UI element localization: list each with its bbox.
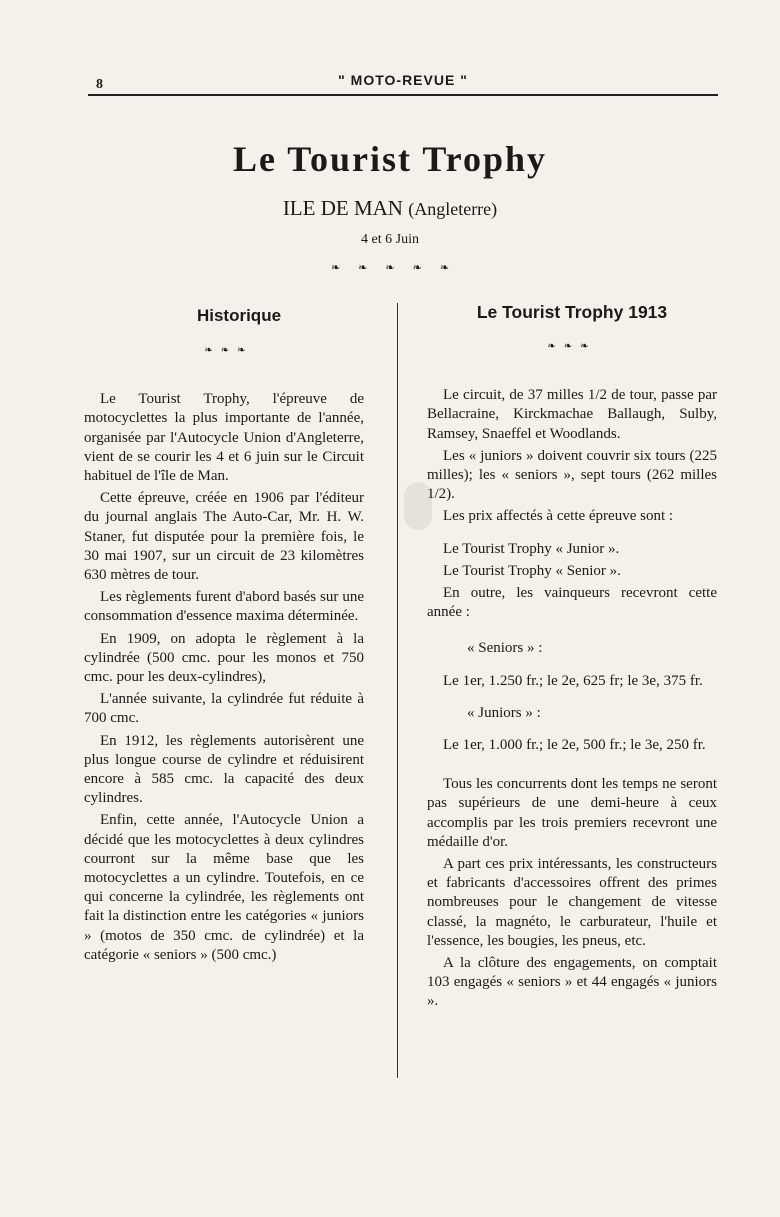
left-ornament: ❧❧❧ bbox=[204, 345, 254, 356]
article-subtitle bbox=[0, 196, 780, 221]
juniors-label: « Juniors » : bbox=[467, 704, 541, 721]
event-dates: 4 et 6 Juin bbox=[361, 232, 419, 247]
paragraph: En 1912, les règlements autorisèrent une plus longue course de cylindre et réduisirent encore à 585 cmc. la capacité des deux cylindres. bbox=[84, 732, 364, 807]
subtitle-location: ILE DE MAN bbox=[282, 196, 403, 220]
left-heading: Historique bbox=[196, 306, 282, 325]
seniors-label: « Seniors » : bbox=[467, 640, 543, 657]
page-number: 8 bbox=[96, 77, 103, 92]
paragraph: L'année suivante, la cylindrée fut réduite à 700 cmc. bbox=[84, 691, 364, 727]
article-title: Le Tourist Trophy bbox=[232, 139, 548, 179]
seniors-prizes: Le 1er, 1.250 fr.; le 2e, 625 fr; le 3e, 375 fr. bbox=[443, 672, 703, 689]
title-ornament: ❧❧❧❧❧ bbox=[330, 262, 468, 274]
juniors-prizes: Le 1er, 1.000 fr.; le 2e, 500 fr.; le 3e, 250 fr. bbox=[443, 737, 706, 754]
right-ornament: ❧❧❧ bbox=[547, 341, 597, 352]
paragraph: En 1909, on adopta le règlement à la cylindrée (500 cmc. pour les monos et 750 cmc. pour les deux-cylindres), bbox=[84, 630, 364, 686]
paragraph: Le Tourist Trophy, l'épreuve de motocyclettes la plus importante de l'année, organisée par l'Autocycle Union d'Angleterre, vient de se courir les 4 et 6 juin sur le Circuit habituel de l'île de Man. bbox=[84, 391, 364, 485]
right-column bbox=[427, 301, 717, 1015]
right-heading: Le Tourist Trophy 1913 bbox=[476, 302, 668, 322]
paragraph: A la clôture des engagements, on comptait 103 engagés « seniors » et 44 engagés « juniors ». bbox=[427, 955, 717, 1010]
page-header bbox=[88, 66, 718, 96]
paragraph: Le circuit, de 37 milles 1/2 de tour, passe par Bellacraine, Kirckmachae Ballaugh, Sulby, Ramsey, Snaeffel et Woodlands. bbox=[427, 387, 717, 442]
running-head: " MOTO-REVUE " bbox=[338, 72, 468, 88]
column-divider bbox=[397, 303, 398, 1078]
paragraph: Le Tourist Trophy « Senior ». bbox=[443, 562, 621, 579]
paragraph: A part ces prix intéressants, les constructeurs et fabricants d'accessoires offrent des primes nombreuses pour le changement de vitesse classé, la magnéto, le carburateur, l'huile et l'essence, les bougies, les pneus, etc. bbox=[427, 856, 717, 949]
left-column bbox=[84, 305, 364, 968]
paragraph: Les « juniors » doivent couvrir six tours (225 milles); les « seniors », sept tours (262 milles 1/2). bbox=[427, 447, 717, 503]
paragraph: Les prix affectés à cette épreuve sont : bbox=[443, 508, 674, 525]
paragraph: Tous les concurrents dont les temps ne seront pas supérieurs de une demi-heure à ceux accomplis par les trois premiers recevront une médaille d'or. bbox=[427, 776, 717, 850]
paragraph: Enfin, cette année, l'Autocycle Union a décidé que les motocyclettes à deux cylindres courront sur la même base que les motocyclettes a un cylindre. Toutefois, en ce qui concerne la cylindrée, les règlements ont fait la distinction entre les catégories « juniors » (motos de 350 cmc. de cylindrée) et la catégorie « seniors » (500 cmc.) bbox=[84, 812, 364, 963]
paragraph: Cette épreuve, créée en 1906 par l'éditeur du journal anglais The Auto-Car, Mr. H. W. Staner, fut disputée pour la première fois, le 30 mai 1907, sur un circuit de 23 kilomètres 630 mètres de tour. bbox=[84, 490, 364, 584]
subtitle-country: (Angleterre) bbox=[408, 199, 498, 219]
paragraph: Le Tourist Trophy « Junior ». bbox=[443, 540, 620, 557]
paragraph: En outre, les vainqueurs recevront cette année : bbox=[427, 585, 717, 621]
paragraph: Les règlements furent d'abord basés sur une consommation d'essence maxima déterminée. bbox=[84, 589, 364, 625]
